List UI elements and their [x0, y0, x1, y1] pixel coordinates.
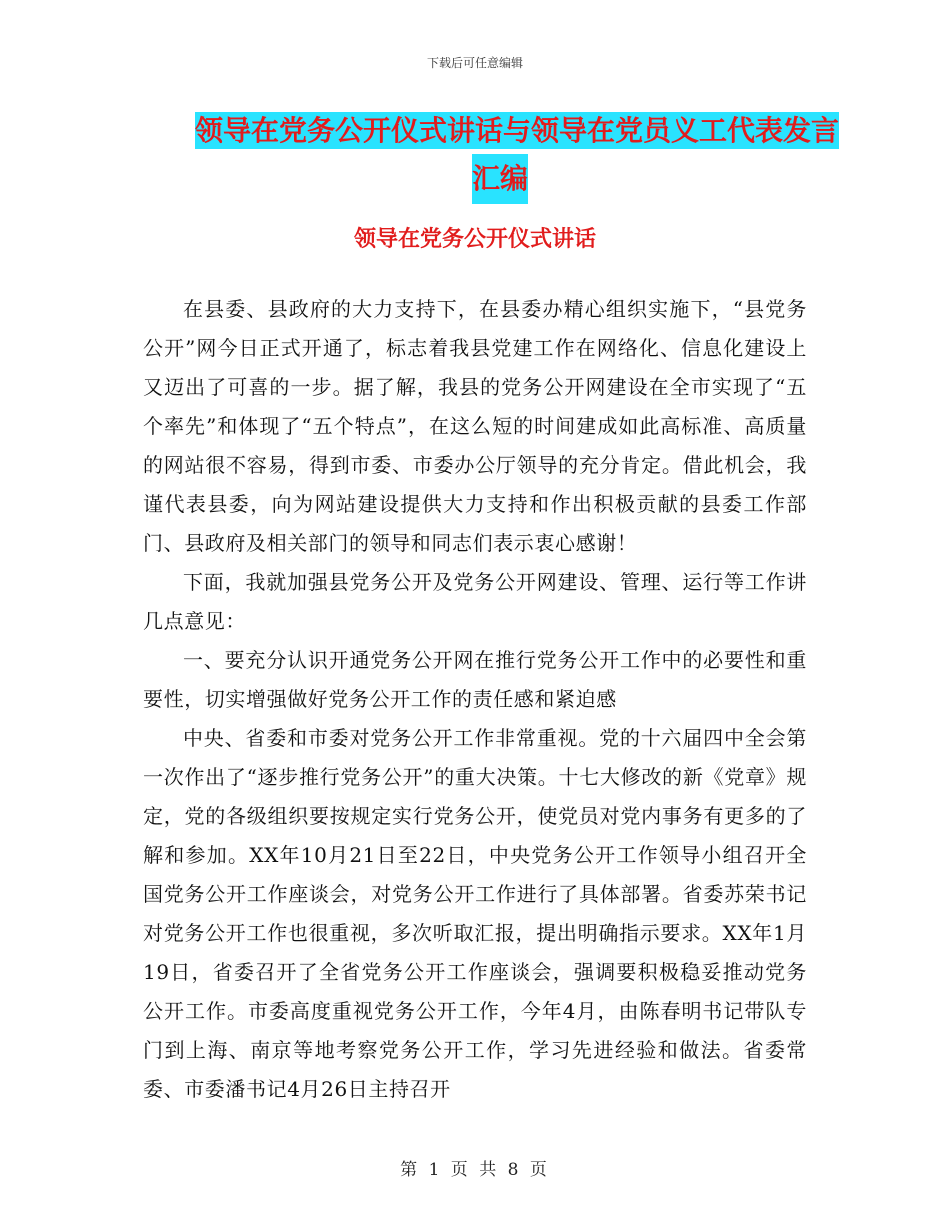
- page-number: 第 1 页 共 8 页: [400, 1160, 550, 1180]
- document-title-line1: 领导在党务公开仪式讲话与领导在党员义工代表发言: [195, 114, 840, 147]
- body-paragraph: 下面，我就加强县党务公开及党务公开网建设、管理、运行等工作讲几点意见：: [143, 570, 807, 633]
- body-paragraph: 在县委、县政府的大力支持下，在县委办精心组织实施下，“县党务公开”网今日正式开通了，标志着我县党建工作在网络化、信息化建设上又迈出了可喜的一步。据了解，我县的党务公开网建设在全市实现了“五个率先”和体现了“五个特点”，在这么短的时间建成如此高标准、高质量的网站很不容易，得到市委、市委办公厅领导的充分肯定。借此机会，我谨代表县委，向为网站建设提供大力支持和作出积极贡献的县委工作部门、县政府及相关部门的领导和同志们表示衷心感谢！: [143, 297, 807, 555]
- page-header-note: 下载后可任意编辑: [426, 56, 523, 70]
- section-title: 领导在党务公开仪式讲话: [353, 227, 596, 252]
- document-title: [195, 108, 840, 204]
- body-paragraph: 一、要充分认识开通党务公开网在推行党务公开工作中的必要性和重要性，切实增强做好党务公开工作的责任感和紧迫感: [143, 648, 807, 711]
- body-paragraph: 中央、省委和市委对党务公开工作非常重视。党的十六届四中全会第一次作出了“逐步推行党务公开”的重大决策。十七大修改的新《党章》规定，党的各级组织要按规定实行党务公开，使党员对党内事务有更多的了解和参加。XX年10月21日至22日，中央党务公开工作领导小组召开全国党务公开工作座谈会，对党务公开工作进行了具体部署。省委苏荣书记对党务公开工作也很重视，多次听取汇报，提出明确指示要求。XX年1月19日，省委召开了全省党务公开工作座谈会，强调要积极稳妥推动党务公开工作。市委高度重视党务公开工作，今年4月，由陈春明书记带队专门到上海、南京等地考察党务公开工作，学习先进经验和做法。省委常委、市委潘书记4月26日主持召开: [143, 726, 807, 1101]
- document-title-line2: 汇编: [472, 154, 528, 204]
- document-body: [143, 290, 807, 1109]
